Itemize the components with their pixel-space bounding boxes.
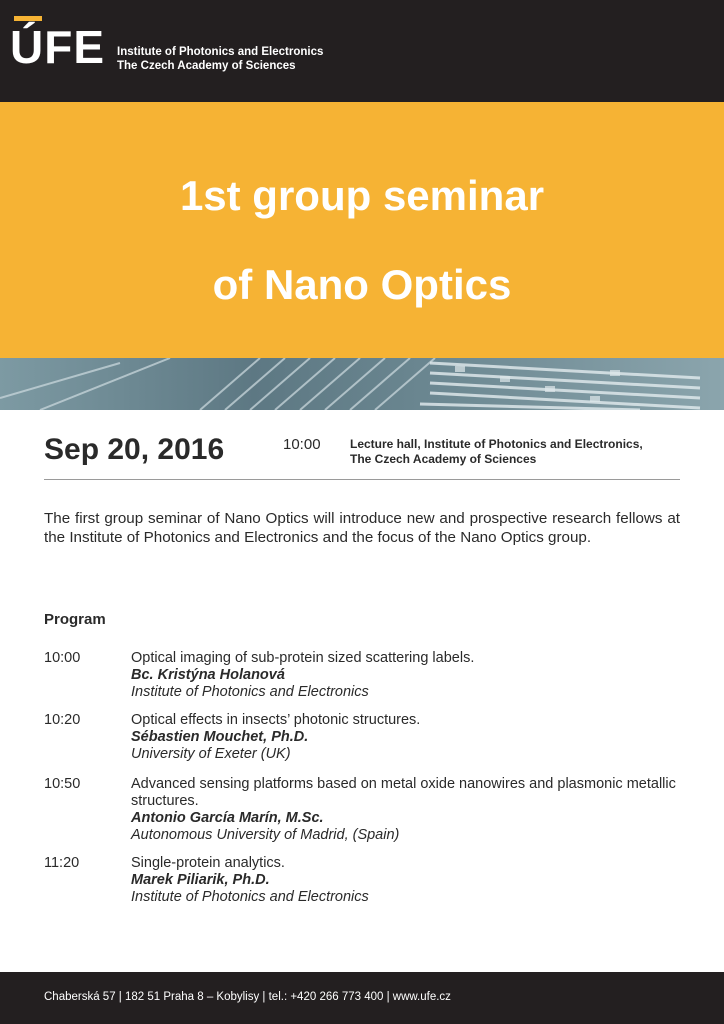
speaker-name: Marek Piliarik, Ph.D. [131,872,270,888]
speaker-name: Antonio García Marín, M.Sc. [131,810,324,826]
venue-line-2: The Czech Academy of Sciences [350,452,537,466]
title-line-2: of Nano Optics [212,261,512,308]
talk-title: Optical effects in insects’ photonic structures. [131,712,421,728]
intro-paragraph: The first group seminar of Nano Optics will introduce new and prospective research fellows at the Institute of Photonics and Electronics and the focus of the Nano Optics group. [44,510,680,546]
title-band [0,102,724,358]
speaker-affiliation: University of Exeter (UK) [131,746,291,762]
program-time: 11:20 [44,855,80,871]
event-time: 10:00 [283,436,321,453]
program-details [131,650,691,701]
institute-line-2: The Czech Academy of Sciences [117,60,296,72]
speaker-name: Sébastien Mouchet, Ph.D. [131,729,309,745]
program-heading: Program [44,611,106,628]
speaker-affiliation: Institute of Photonics and Electronics [131,889,369,905]
institute-line-1: Institute of Photonics and Electronics [117,46,324,58]
title-line-1: 1st group seminar [179,172,545,219]
program-details [131,712,691,763]
event-date: Sep 20, 2016 [44,433,225,466]
footer-bar [0,972,724,1024]
logo-text: ÚFE [10,21,105,73]
talk-title: Optical imaging of sub-protein sized scattering labels. [131,650,475,666]
program-time: 10:50 [44,776,81,792]
venue-line-1: Lecture hall, Institute of Photonics and Electronics, [350,437,643,451]
program-details [131,776,691,844]
speaker-affiliation: Institute of Photonics and Electronics [131,684,369,700]
header-bar [0,0,724,102]
program-details [131,855,691,906]
speaker-affiliation: Autonomous University of Madrid, (Spain) [131,827,400,843]
footer-contact: Chaberská 57 | 182 51 Praha 8 – Kobylisy | tel.: +420 266 773 400 | www.ufe.cz [44,991,451,1003]
institute-name [117,45,323,73]
chip-photo-strip [0,358,724,410]
program-time: 10:20 [44,712,81,728]
divider [44,479,680,480]
talk-title: Single-protein analytics. [131,855,285,871]
event-venue [350,437,643,467]
speaker-name: Bc. Kristýna Holanová [131,667,285,683]
talk-title: Advanced sensing platforms based on metal oxide nanowires and plasmonic metallic structures. [131,776,676,809]
program-time: 10:00 [44,650,81,666]
